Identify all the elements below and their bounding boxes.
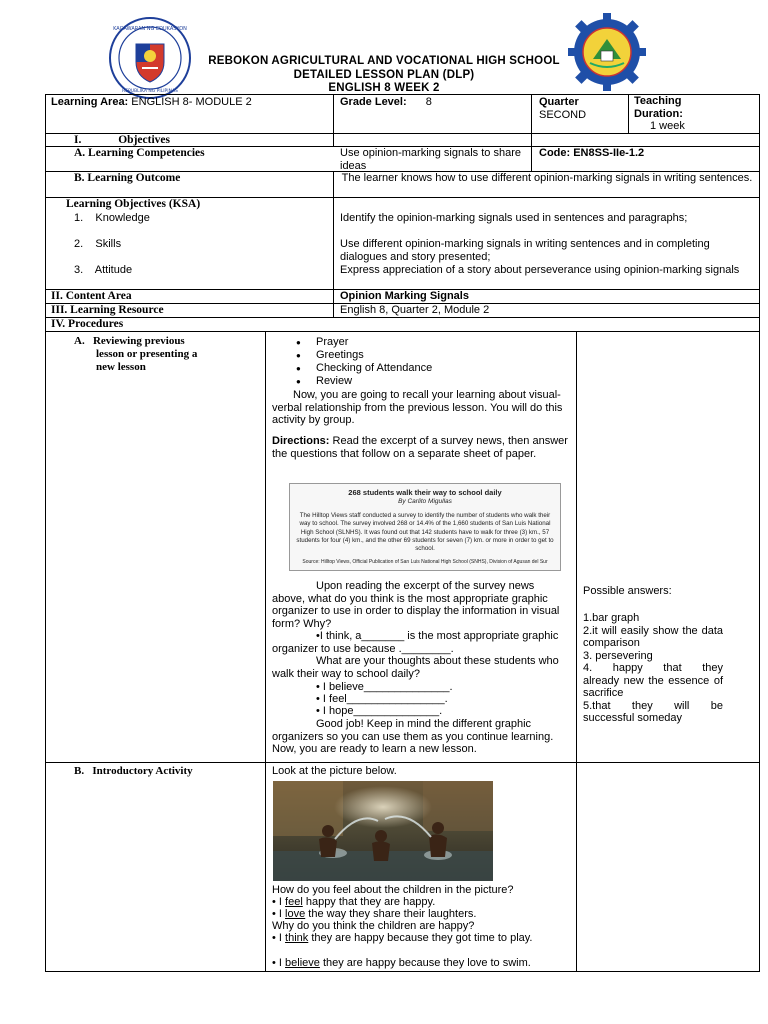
grade-level [340,96,432,109]
list-item: 4. happy that they already new the essence of sacrifice [583,662,727,699]
recall-text: Now, you are going to recall your learning about visual-verbal relationship from the previous lesson. You will do this activity by group. [272,389,563,426]
response-believe [272,957,531,970]
feel-line: • I feel________________. [316,693,448,705]
attitude-label: 3. Attitude [74,264,133,276]
list-item: 5.that they will be successful someday [583,699,727,724]
response-love [272,908,476,921]
opinion-signal: love [285,908,306,920]
procedure-a-label [74,335,197,374]
col-line [628,94,629,133]
learning-area-value: ENGLISH 8- MODULE 2 [131,96,252,108]
knowledge-value: Identify the opinion-marking signals used in sentences and paragraphs; [340,212,688,224]
learning-resource-label: III. Learning Resource [51,304,164,316]
col-line [333,94,334,146]
news-source: Source: Hilltop Views, Official Publication of San Luis National High School (SNHS), Division of Agusan del Sur [302,559,548,566]
learning-area [51,96,252,109]
possible-answers [583,612,727,725]
skills-label: 2. Skills [74,238,122,250]
duration-label: Duration: [634,107,683,120]
ksa-label: Learning Objectives (KSA) [66,198,201,210]
hope-line: • I hope______________. [316,705,443,717]
list-item: ● Checking of Attendance [294,362,432,375]
news-body: The Hilltop Views staff conducted a survey to identify the number of students who walk their way to school. The survey involved 268 or 14.4% of the 1,660 students of San Luis National High School (SLNHS). It was found out that 142 students have to walk for three (3) km., 57 students for four (4) km., and the other 69 students for seven (7) km. or more in order to get to school. [296,512,554,553]
competency-code: Code: EN8SS-IIe-1.2 [539,147,645,159]
teaching-duration-value: 1 week [650,120,685,132]
list-item: ● Greetings [294,349,432,362]
survey-news-excerpt [289,483,561,571]
col-line [576,331,577,972]
bullet: • I [272,896,286,908]
quarter-label: Quarter [539,96,579,108]
response-think [272,932,570,945]
directions-text [272,435,570,460]
sentence-rest: the way they share their laughters. [305,908,477,920]
opinion-signal: think [285,932,309,944]
grade-level-value: 8 [425,96,432,108]
procedure-a-line: lesson or presenting a [96,348,198,360]
bullet: • I [272,957,286,969]
bullet: • I [272,932,286,944]
content-area-label: II. Content Area [51,290,132,302]
procedure-b-label: B. Introductory Activity [74,765,193,777]
learning-area-label: Learning Area: [51,96,129,108]
procedures-label: IV. Procedures [51,318,124,330]
competencies-value: Use opinion-marking signals to share ideas [340,147,521,172]
opinion-signal: feel [285,896,303,908]
directions-body: Read the excerpt of a survey news, then answer the questions that follow on a separate sheet of paper. [272,435,568,460]
svg-text:REPUBLIKA NG PILIPINAS: REPUBLIKA NG PILIPINAS [122,89,178,94]
sentence-rest: happy that they are happy. [302,896,436,908]
quarter-value: SECOND [539,108,587,121]
procedure-a-line: A. Reviewing previous [74,335,185,347]
procedure-a-line: new lesson [96,361,146,373]
possible-answers-label: Possible answers: [583,585,672,597]
list-item: ● Review [294,375,432,388]
list-item: 3. persevering [583,649,653,662]
week-title: ENGLISH 8 WEEK 2 [328,82,440,94]
teaching-duration [634,95,685,133]
news-title: 268 students walk their way to school daily [348,488,502,497]
school-name: REBOKON AGRICULTURAL AND VOCATIONAL HIGH SCHOOL [208,55,560,67]
directions-label: Directions: [272,435,330,447]
news-author: By Carlito Migullas [398,498,452,505]
list-item: 2.it will easily show the data comparison [583,624,723,649]
plan-title: DETAILED LESSON PLAN (DLP) [293,69,475,81]
outcome-label: B. Learning Outcome [74,172,181,184]
list-item: 1.bar graph [583,612,640,624]
competencies-label: A. Learning Competencies [74,147,205,159]
row-line [45,331,760,332]
quarter [539,96,586,121]
teaching-label: Teaching [634,95,682,107]
outcome-value: The learner knows how to use different opinion-marking signals in writing sentences. [341,172,753,184]
response-feel [272,896,435,909]
believe-line: • I believe______________. [316,681,453,693]
objectives-title: Objectives [118,134,170,146]
col-line [531,94,532,171]
why-question: Why do you think the children are happy? [272,920,475,932]
sentence-rest: they are happy because they got time to play. [308,932,533,944]
objectives-heading [74,134,170,147]
objectives-num: I. [74,134,82,146]
list-item: ● Prayer [294,336,432,349]
learning-resource-value: English 8, Quarter 2, Module 2 [340,304,490,316]
bullet: • I [272,908,286,920]
col-line [333,171,334,317]
good-job-text: Good job! Keep in mind the different graphic organizers so you can use them as you continue learning. Now, you are ready to learn a new lesson. [272,718,554,755]
content-area-value: Opinion Marking Signals [340,290,469,302]
knowledge-label: 1. Knowledge [74,212,150,224]
look-text: Look at the picture below. [272,765,397,777]
row-line [45,317,760,318]
question-1-answer: •I think, a_______ is the most appropriate graphic organizer to use because .________. [272,630,559,655]
svg-text:KAGAWARAN NG EDUKASYON: KAGAWARAN NG EDUKASYON [113,26,187,32]
children-playing-photo [273,781,493,881]
attitude-value: Express appreciation of a story about perseverance using opinion-marking signals [340,264,740,276]
grade-level-label: Grade Level: [340,96,407,108]
question-1: Upon reading the excerpt of the survey news above, what do you think is the most appropriate graphic organizer to use in order to display the information in visual form? Why? [272,580,560,630]
opinion-signal: believe [285,957,320,969]
sentence-rest: they are happy because they love to swim. [319,957,531,969]
col-line [265,331,266,972]
routine-list [294,336,432,388]
skills-value: Use different opinion-marking signals in writing sentences and in completing dialogues and story presented; [340,238,710,263]
row-line [45,762,760,763]
feel-question: How do you feel about the children in the picture? [272,884,514,896]
question-2: What are your thoughts about these students who walk their way to school daily? [272,655,559,680]
